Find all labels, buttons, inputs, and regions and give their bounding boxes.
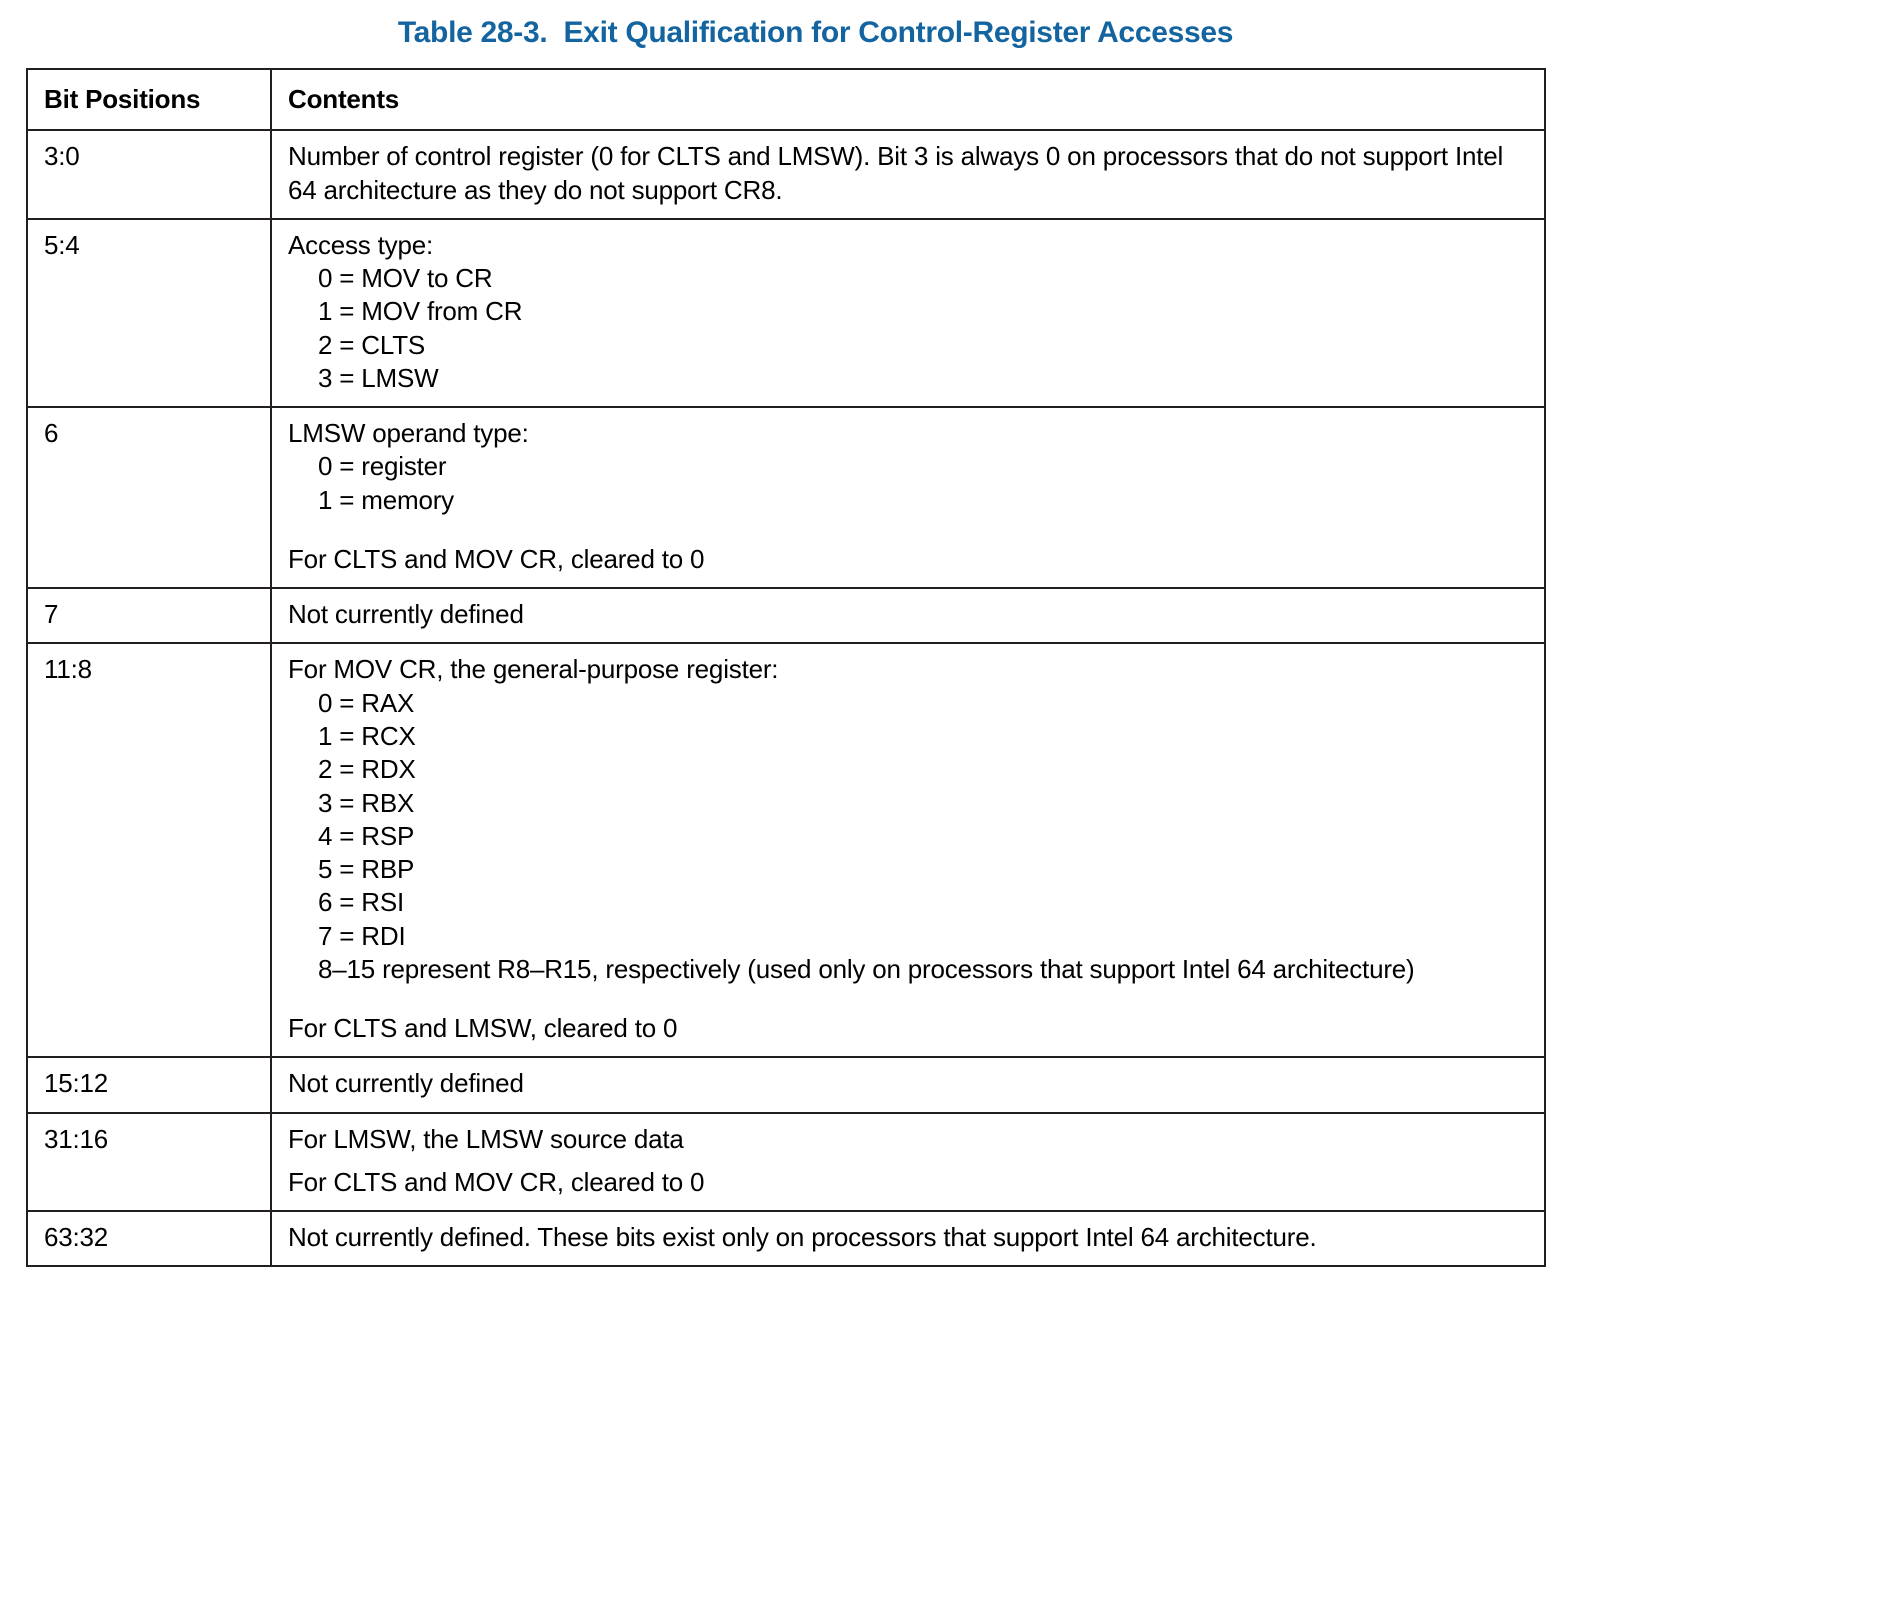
table-row bbox=[27, 1113, 1545, 1212]
cell-contents bbox=[271, 130, 1545, 219]
list-item: 8–15 represent R8–R15, respectively (used only on processors that support Intel 64 architecture) bbox=[318, 953, 1415, 984]
table-row bbox=[27, 1057, 1545, 1112]
contents-trailing-text: For CLTS and MOV CR, cleared to 0 bbox=[288, 1166, 705, 1197]
list-item: 6 = RSI bbox=[318, 887, 405, 918]
list-item: 5 = RBP bbox=[318, 854, 415, 885]
table-row bbox=[27, 219, 1545, 407]
exit-qualification-table bbox=[26, 68, 1546, 1267]
cell-contents bbox=[271, 1057, 1545, 1112]
list-item: 0 = MOV to CR bbox=[318, 263, 493, 294]
cell-contents bbox=[271, 407, 1545, 588]
table-row bbox=[27, 588, 1545, 643]
list-item: 3 = RBX bbox=[318, 787, 415, 818]
table-title: Table 28-3. Exit Qualification for Control-Register Accesses bbox=[397, 16, 1234, 49]
table-body bbox=[27, 130, 1545, 1266]
contents-lead-text: For LMSW, the LMSW source data bbox=[288, 1123, 684, 1154]
table-header-row bbox=[27, 69, 1545, 130]
contents-sublist bbox=[288, 262, 1530, 395]
contents-lead-text: Access type: bbox=[288, 229, 433, 260]
list-item: 0 = register bbox=[318, 451, 447, 482]
cell-bit-positions: 63:32 bbox=[27, 1211, 271, 1266]
contents-trailing-text: For CLTS and LMSW, cleared to 0 bbox=[288, 1013, 678, 1044]
cell-bit-positions: 7 bbox=[27, 588, 271, 643]
cell-bit-positions: 3:0 bbox=[27, 130, 271, 219]
cell-contents bbox=[271, 1113, 1545, 1212]
column-header-bit-positions: Bit Positions bbox=[27, 69, 271, 130]
cell-contents bbox=[271, 643, 1545, 1057]
contents-lead-text: For MOV CR, the general-purpose register: bbox=[288, 654, 779, 685]
cell-bit-positions: 31:16 bbox=[27, 1113, 271, 1212]
contents-lead-text: Not currently defined bbox=[288, 599, 524, 630]
table-header bbox=[27, 69, 1545, 130]
cell-contents bbox=[271, 588, 1545, 643]
contents-sublist bbox=[288, 687, 1530, 986]
contents-trailing-text: For CLTS and MOV CR, cleared to 0 bbox=[288, 543, 705, 574]
table-row bbox=[27, 643, 1545, 1057]
list-item: 3 = LMSW bbox=[318, 362, 439, 393]
table-row bbox=[27, 130, 1545, 219]
contents-lead-text: LMSW operand type: bbox=[288, 418, 529, 449]
cell-contents bbox=[271, 219, 1545, 407]
list-item: 1 = MOV from CR bbox=[318, 296, 523, 327]
contents-lead-text: Not currently defined bbox=[288, 1068, 524, 1099]
cell-bit-positions: 6 bbox=[27, 407, 271, 588]
list-item: 2 = RDX bbox=[318, 754, 416, 785]
contents-sublist bbox=[288, 450, 1530, 517]
contents-lead-text: Not currently defined. These bits exist only on processors that support Intel 64 architecture. bbox=[288, 1222, 1317, 1253]
cell-contents bbox=[271, 1211, 1545, 1266]
list-item: 0 = RAX bbox=[318, 687, 415, 718]
list-item: 4 = RSP bbox=[318, 820, 415, 851]
list-item: 7 = RDI bbox=[318, 920, 406, 951]
contents-lead-text: Number of control register (0 for CLTS and LMSW). Bit 3 is always 0 on processors that do not support Intel 64 architecture as they do not support CR8. bbox=[288, 141, 1504, 205]
cell-bit-positions: 11:8 bbox=[27, 643, 271, 1057]
list-item: 1 = memory bbox=[318, 484, 454, 515]
list-item: 1 = RCX bbox=[318, 720, 416, 751]
column-header-contents: Contents bbox=[271, 69, 1545, 130]
cell-bit-positions: 15:12 bbox=[27, 1057, 271, 1112]
cell-bit-positions: 5:4 bbox=[27, 219, 271, 407]
table-row bbox=[27, 1211, 1545, 1266]
table-row bbox=[27, 407, 1545, 588]
list-item: 2 = CLTS bbox=[318, 329, 426, 360]
